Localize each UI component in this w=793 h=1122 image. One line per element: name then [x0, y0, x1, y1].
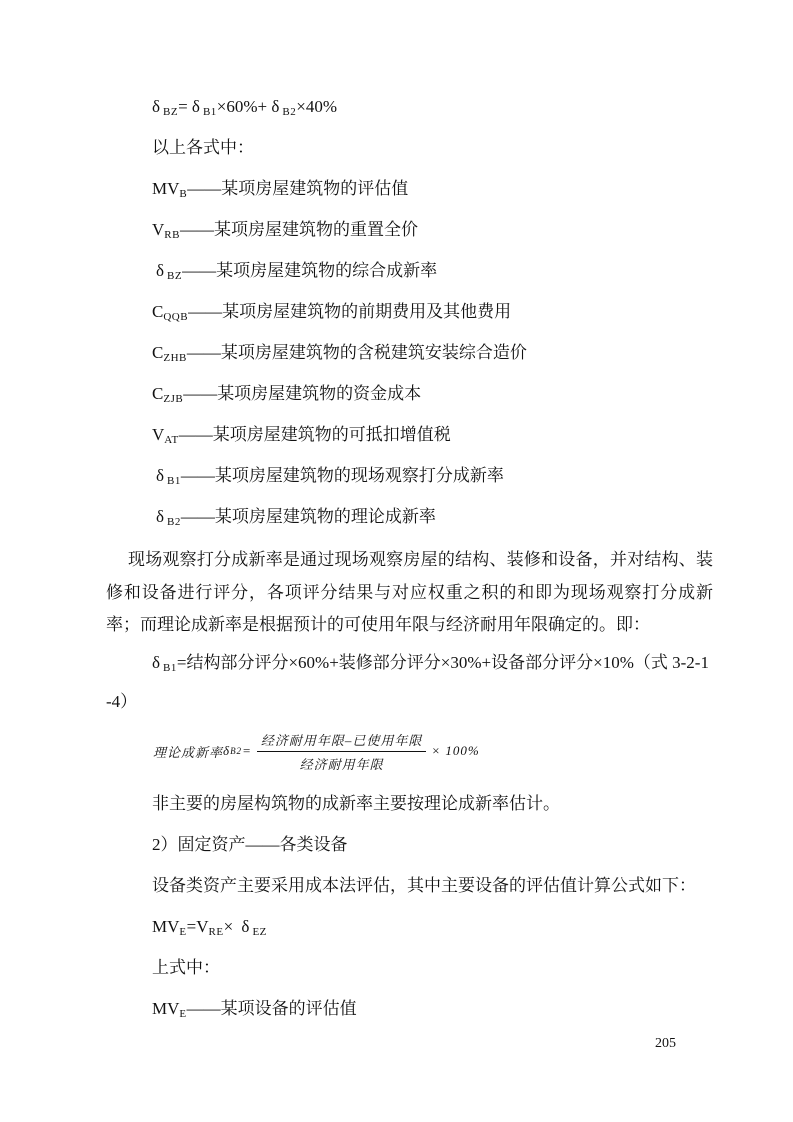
definition-text: ——某项设备的评估值 — [186, 998, 357, 1018]
symbol-subscript: B1 — [167, 475, 181, 487]
symbol-base: C — [152, 302, 164, 321]
label-above-formula — [106, 947, 713, 988]
definition-item — [106, 250, 713, 291]
symbol-base: MV — [152, 179, 180, 198]
symbol-subscript: B — [179, 188, 188, 200]
definition-item — [106, 209, 713, 250]
symbol-subscript: ZJB — [163, 393, 184, 405]
definition-text: ——某项房屋建筑物的理论成新率 — [180, 507, 436, 526]
symbol-subscript: B1 — [163, 661, 177, 674]
symbol-base: δ — [152, 652, 161, 672]
definition-item — [106, 496, 713, 537]
symbol-base: δ — [241, 916, 250, 936]
symbol-subscript: BZ — [163, 106, 179, 118]
symbol-base: C — [152, 384, 164, 403]
definition-text: ——某项房屋建筑物的前期费用及其他费用 — [188, 302, 512, 321]
label-text: 上式中： — [152, 957, 220, 977]
paragraph-non-main-structures — [106, 783, 713, 824]
heading-text: 2）固定资产——各类设备 — [152, 834, 348, 854]
paragraph-field-observation: 现场观察打分成新率是通过现场观察房屋的结构、装修和设备，并对结构、装修和设备进行评分，各项评分结果与对应权重之积的和即为现场观察打分成新率；而理论成新率是根据预计的可使用年限与经济耐用年限确定的。即： — [106, 550, 713, 634]
definition-text: ——某项房屋建筑物的评估值 — [187, 179, 409, 198]
symbol-subscript: RB — [164, 229, 180, 241]
fraction-numerator: 经济耐用年限–已使用年限 — [257, 730, 427, 752]
formula-prefix: 理论成新率 — [153, 744, 224, 760]
definition-item — [106, 291, 713, 332]
page-number: 205 — [655, 1036, 676, 1051]
definition-item — [106, 373, 713, 414]
symbol-base: δ — [156, 507, 165, 526]
formula-text: ×60%+ — [216, 97, 272, 116]
formula-comprehensive-rate — [106, 86, 713, 127]
definition-text: ——某项房屋建筑物的重置全价 — [179, 220, 418, 239]
symbol-base: V — [196, 916, 209, 936]
paragraph-text: 设备类资产主要采用成本法评估，其中主要设备的评估值计算公式如下： — [152, 875, 696, 895]
definition-text: ——某项房屋建筑物的可抵扣增值税 — [178, 425, 451, 444]
formula-text: × — [223, 916, 238, 936]
symbol-base: δ — [156, 261, 165, 280]
paragraph-equipment-valuation — [106, 865, 713, 906]
definition-item — [106, 414, 713, 455]
definition-item — [106, 988, 713, 1029]
definition-text: ——某项房屋建筑物的含税建筑安装综合造价 — [186, 343, 527, 362]
symbol-subscript: EZ — [252, 925, 267, 938]
symbol-base: δ — [152, 97, 161, 116]
definition-item — [106, 168, 713, 209]
symbol-base: V — [152, 425, 165, 444]
formula-equipment-value — [106, 906, 713, 947]
formula-text: =结构部分评分×60%+装修部分评分×30%+设备部分评分×10%（式 3-2-1-4） — [106, 652, 709, 711]
symbol-subscript: B2 — [282, 106, 297, 118]
paragraph-text: 非主要的房屋构筑物的成新率主要按理论成新率估计。 — [152, 793, 560, 813]
symbol-subscript: ZHB — [163, 352, 187, 364]
symbol-subscript: AT — [164, 434, 179, 446]
intro-text: 以上各式中： — [152, 138, 254, 157]
definition-item — [106, 455, 713, 496]
symbol-subscript: B2 — [230, 746, 243, 756]
formula-scoring-rate — [106, 646, 713, 718]
symbol-subscript: E — [179, 1007, 187, 1020]
symbol-base: δ — [271, 97, 280, 116]
symbol-base: MV — [152, 998, 180, 1018]
formula-theoretical-rate — [106, 724, 713, 779]
equals-sign: = — [242, 743, 252, 758]
symbol-subscript: B1 — [202, 106, 217, 118]
definition-text: ——某项房屋建筑物的综合成新率 — [182, 261, 438, 280]
symbol-subscript: E — [179, 925, 187, 938]
symbol-base: δ — [191, 97, 200, 116]
intro-label — [106, 127, 713, 168]
symbol-base: C — [152, 343, 164, 362]
definition-text: ——某项房屋建筑物的现场观察打分成新率 — [180, 466, 504, 485]
fraction-denominator: 经济耐用年限 — [299, 756, 384, 772]
formula-suffix: × 100% — [431, 743, 480, 758]
page-content — [106, 86, 713, 1029]
definition-text: ——某项房屋建筑物的资金成本 — [183, 384, 422, 403]
fraction — [257, 730, 427, 773]
symbol-subscript: B2 — [167, 516, 181, 528]
symbol-base: V — [152, 220, 165, 239]
formula-text: = — [178, 97, 192, 116]
symbol-subscript: BZ — [167, 270, 183, 282]
heading-fixed-assets-equipment — [106, 824, 713, 865]
formula-text: ×40% — [296, 97, 337, 116]
symbol-base: MV — [152, 916, 180, 936]
formula-text: = — [186, 916, 197, 936]
symbol-base: δ — [223, 743, 231, 758]
tail-section — [106, 783, 713, 1029]
symbol-subscript: QQB — [163, 311, 189, 323]
symbol-base: δ — [156, 466, 165, 485]
symbol-subscript: RE — [208, 925, 224, 938]
definition-item — [106, 332, 713, 373]
